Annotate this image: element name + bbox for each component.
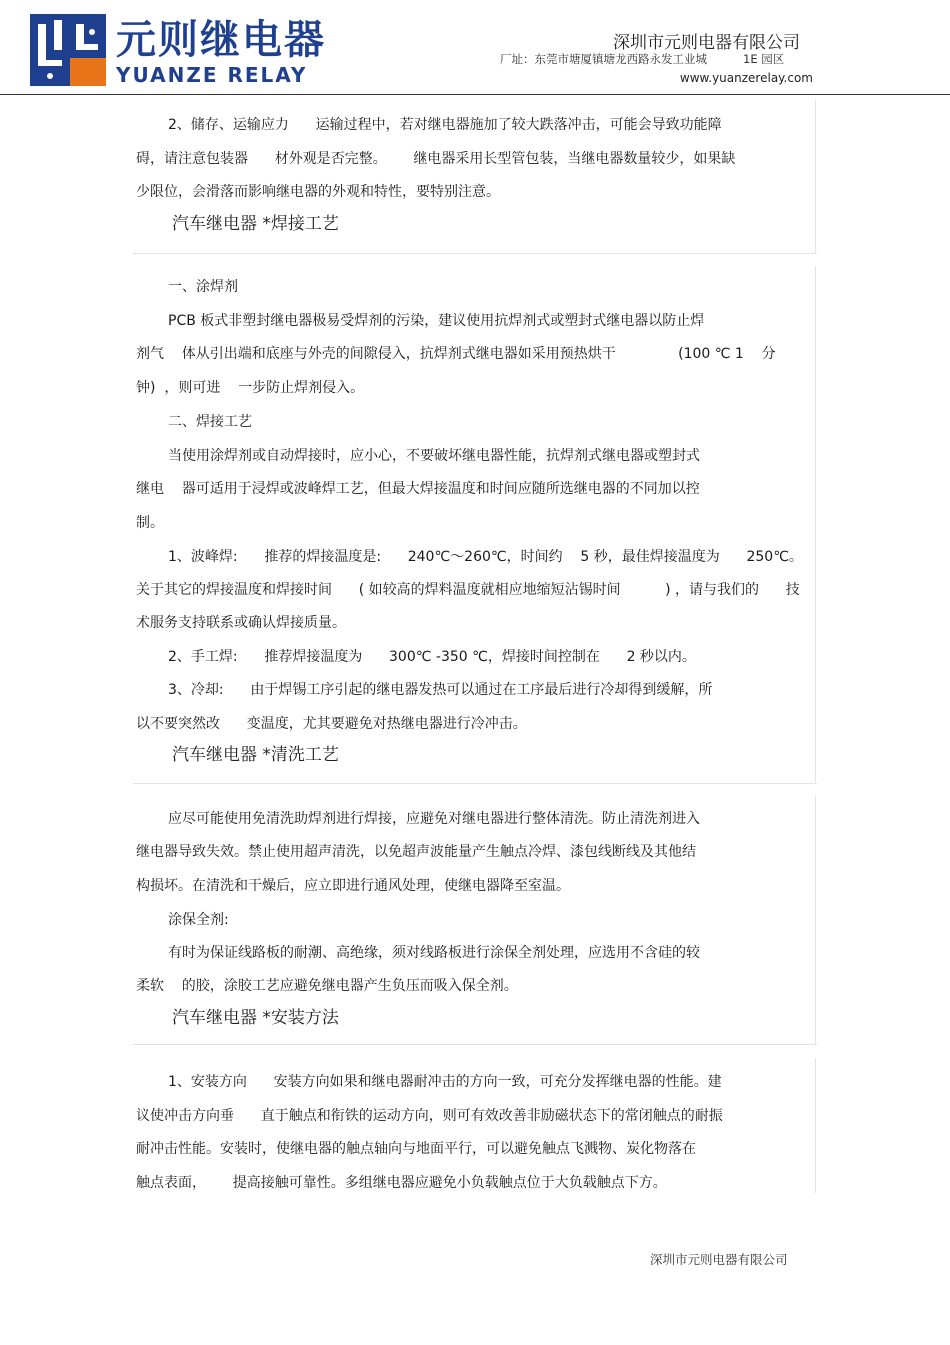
header-divider [0, 94, 950, 95]
paragraph-line: 制。 [136, 515, 164, 531]
paragraph-line: 涂保全剂: [168, 912, 229, 928]
paragraph-line: 关于其它的焊接温度和焊接时间 ( 如较高的焊料温度就相应地缩短沾锡时间 ) ，请与我们的 技 [136, 582, 800, 598]
paragraph-line: 继电器导致失效。禁止使用超声清洗，以免超声波能量产生触点冷焊、漆包线断线及其他结 [136, 844, 696, 860]
paragraph-line: 一、涂焊剂 [168, 279, 238, 295]
header-address-park: 1E 园区 [743, 52, 785, 66]
section-divider [133, 1044, 817, 1045]
paragraph-line: 1、波峰焊: 推荐的焊接温度是: 240℃～260℃，时间约 5 秒，最佳焊接温度为 250℃。 [168, 549, 803, 565]
section-divider [133, 253, 817, 254]
header-website[interactable]: www.yuanzerelay.com [679, 71, 813, 85]
paragraph-line: 1、安装方向 安装方向如果和继电器耐冲击的方向一致，可充分发挥继电器的性能。建 [168, 1074, 722, 1090]
paragraph-line: 3、冷却: 由于焊锡工序引起的继电器发热可以通过在工序最后进行冷却得到缓解，所 [168, 682, 713, 698]
paragraph-line: 二、焊接工艺 [168, 414, 252, 430]
section-heading: 汽车继电器 *安装方法 [172, 1008, 339, 1028]
paragraph-line: 柔软 的胶，涂胶工艺应避免继电器产生负压而吸入保全剂。 [136, 978, 518, 994]
frame-edge [815, 796, 816, 1044]
paragraph-line: 碍，请注意包装器 材外观是否完整。 继电器采用长型管包装，当继电器数量较少，如果缺 [136, 151, 736, 167]
frame-edge [815, 266, 816, 783]
paragraph-line: 有时为保证线路板的耐潮、高绝缘，须对线路板进行涂保全剂处理，应选用不含硅的较 [168, 945, 700, 961]
frame-edge [815, 1058, 816, 1193]
paragraph-line: 以不要突然改 变温度，尤其要避免对热继电器进行冷冲击。 [136, 716, 527, 732]
section-heading: 汽车继电器 *清洗工艺 [172, 745, 339, 765]
paragraph-line: 构损坏。在清洗和干燥后，应立即进行通风处理，使继电器降至室温。 [136, 878, 570, 894]
paragraph-line: 议使冲击方向垂 直于触点和衔铁的运动方向，则可有效改善非励磁状态下的常闭触点的耐振 [136, 1108, 723, 1124]
header-address [500, 51, 784, 67]
header-address-main: 厂址：东莞市塘厦镇塘龙西路永发工业城 [500, 52, 707, 66]
paragraph-line: 2、储存、运输应力 运输过程中，若对继电器施加了较大跌落冲击，可能会导致功能障 [168, 117, 722, 133]
paragraph-line: 少限位，会滑落而影响继电器的外观和特性，要特别注意。 [136, 184, 500, 200]
company-logo [30, 14, 330, 86]
logo-english-name: YUANZE RELAY [116, 63, 308, 87]
paragraph-line: 应尽可能使用免清洗助焊剂进行焊接，应避免对继电器进行整体清洗。防止清洗剂进入 [168, 811, 700, 827]
section-divider [133, 783, 817, 784]
paragraph-line: 剂气 体从引出端和底座与外壳的间隙侵入，抗焊剂式继电器如采用预热烘干 (100 ℃ 1 分 [136, 346, 776, 362]
paragraph-line: 继电 器可适用于浸焊或波峰焊工艺，但最大焊接温度和时间应随所选继电器的不同加以控 [136, 481, 700, 497]
header-company-name: 深圳市元则电器有限公司 [613, 33, 800, 53]
paragraph-line: 触点表面， 提高接触可靠性。多组继电器应避免小负载触点位于大负载触点下方。 [136, 1175, 667, 1191]
paragraph-line: PCB 板式非塑封继电器极易受焊剂的污染，建议使用抗焊剂式或塑封式继电器以防止焊 [168, 313, 705, 329]
paragraph-line: 钟) ，则可进 一步防止焊剂侵入。 [136, 380, 365, 396]
logo-mark-icon [30, 14, 106, 86]
section-heading: 汽车继电器 *焊接工艺 [172, 214, 339, 234]
frame-edge [815, 100, 816, 253]
paragraph-line: 当使用涂焊剂或自动焊接时，应小心，不要破坏继电器性能，抗焊剂式继电器或塑封式 [168, 448, 700, 464]
logo-chinese-name: 元则继电器 [116, 17, 326, 63]
paragraph-line: 术服务支持联系或确认焊接质量。 [136, 615, 346, 631]
paragraph-line: 2、手工焊: 推荐焊接温度为 300℃ -350 ℃，焊接时间控制在 2 秒以内。 [168, 649, 696, 665]
footer-company-name: 深圳市元则电器有限公司 [650, 1252, 788, 1267]
paragraph-line: 耐冲击性能。安装时，使继电器的触点轴向与地面平行，可以避免触点飞溅物、炭化物落在 [136, 1141, 696, 1157]
